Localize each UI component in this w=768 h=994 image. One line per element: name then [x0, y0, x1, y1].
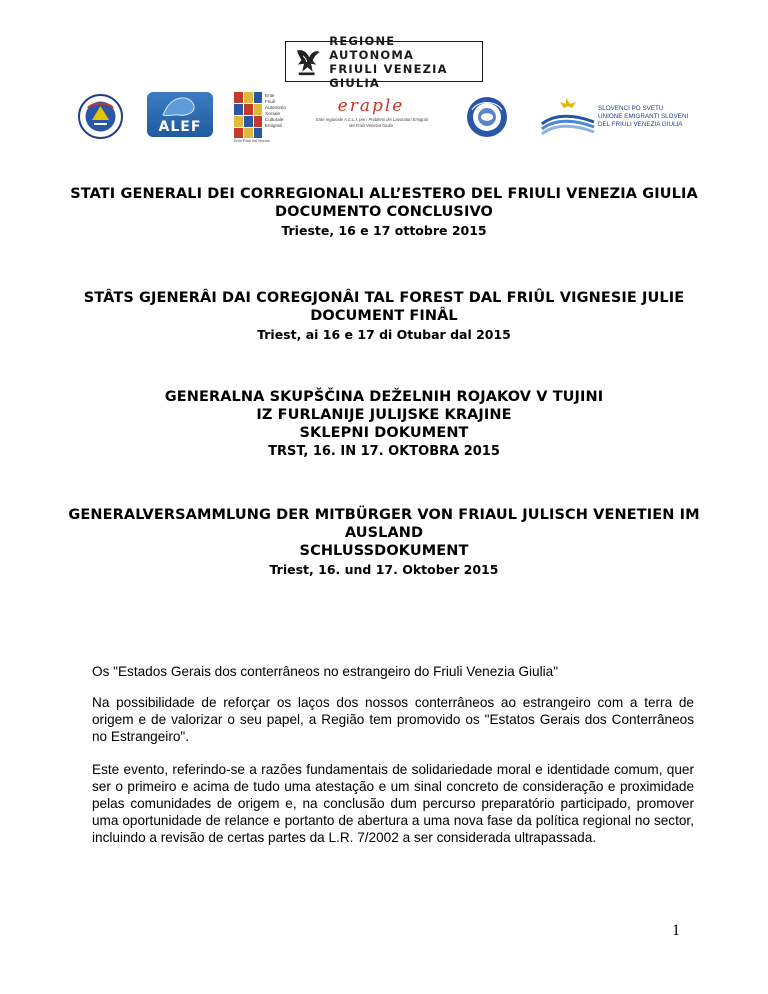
ente-word-3: Autonomo [265, 105, 286, 110]
region-name-line1: REGIONE AUTONOMA [329, 33, 415, 62]
body-paragraph [92, 761, 694, 846]
eraple-subtitle-2: del Friuli Venezia Giulia [349, 123, 393, 128]
ente-word-2: Friuli [265, 99, 275, 104]
title-block-friulian [0, 289, 768, 344]
title-line: AUSLAND [344, 525, 424, 541]
title-line: SCHLUSSDOKUMENT [299, 543, 469, 559]
title-line: IZ FURLANIJE JULIJSKE KRAJINE [256, 407, 512, 423]
title-block-italian [0, 185, 768, 240]
title-line: GENERALVERSAMMLUNG DER MITBÜRGER VON FRIAUL JULISCH VENETIEN IM [68, 507, 700, 523]
region-name-line2: FRIULI VENEZIA GIULIA [329, 61, 448, 90]
ente-caption: Ente Friuli nel Mondo [234, 139, 270, 143]
body-paragraph [92, 663, 694, 680]
title-date: Triest, 16. und 17. Oktober 2015 [269, 562, 499, 577]
alef-logo [147, 92, 213, 137]
title-date: Triest, ai 16 e 17 di Otubar dal 2015 [257, 327, 511, 342]
title-line: SKLEPNI DOKUMENT [299, 425, 469, 441]
association-circle-logo-icon [466, 96, 508, 138]
title-date: Trieste, 16 e 17 ottobre 2015 [281, 223, 487, 238]
title-line: DOCUMENTO CONCLUSIVO [275, 204, 493, 220]
paragraph-text: Este evento, referindo-se a razões fundamentais de solidariedade moral e identidade comum, quer ser o primeiro e acima de tudo uma atestação e um sinal concreto de consideração e proximidade pelas comunidades de origem e, na conclusão dum percurso preparatório participado, promover uma oportunidade de relance e portanto de abertura a uma nova fase da política regional no sector, incluindo a revisão de certas partes da L.R. 7/2002 a ser considerada ultrapassada. [92, 762, 694, 845]
map-outline-icon [159, 95, 199, 119]
page-number: 1 [672, 922, 680, 939]
eagle-emblem-icon [290, 43, 323, 80]
eraple-wordmark: eraple [337, 96, 405, 116]
slovenci-line-2: UNIONE EMIGRANTI SLOVENI [598, 113, 689, 120]
eraple-logo [316, 96, 429, 132]
title-date: TRST, 16. IN 17. OKTOBRA 2015 [268, 444, 500, 459]
slovenci-line-3: DEL FRIULI VENEZIA GIULIA [598, 121, 683, 128]
slovenci-line-1: SLOVENCI PO SVETU [598, 105, 664, 112]
body-paragraph [92, 694, 694, 745]
title-line: STÂTS GJENERÂI DAI COREGJONÂI TAL FOREST DAL FRIÛL VIGNESIE JULIE [83, 290, 685, 306]
ente-word-4: Sociale [265, 111, 281, 116]
title-block-slovenian [0, 388, 768, 461]
paragraph-text: Na possibilidade de reforçar os laços dos nossos conterrâneos ao estrangeiro com a terra de origem e de valorizar o seu papel, a Região tem promovido os "Estatos Gerais dos Conterrâneos no Estrangeiro". [92, 695, 694, 744]
region-logo [285, 33, 483, 90]
ente-word-1: Ente [265, 93, 275, 98]
friuli-circle-logo-icon [78, 94, 123, 139]
ente-word-6: Emigrati [265, 123, 282, 128]
title-line: GENERALNA SKUPŠČINA DEŽELNIH ROJAKOV V TUJINI [164, 389, 604, 405]
coats-of-arms-grid [234, 92, 262, 138]
paragraph-heading: Os "Estados Gerais dos conterrâneos no estrangeiro do Friuli Venezia Giulia" [92, 664, 559, 679]
waves-emblem-icon [540, 94, 596, 138]
title-line: STATI GENERALI DEI CORREGIONALI ALL’ESTERO DEL FRIULI VENEZIA GIULIA [70, 186, 698, 202]
ente-friuli-logo [234, 92, 296, 144]
slovenci-po-svetu-logo [540, 94, 720, 138]
ente-word-5: Culturale [265, 117, 284, 122]
title-line: DOCUMENT FINÂL [310, 308, 458, 324]
alef-label: ALEF [158, 119, 202, 135]
title-block-german [0, 506, 768, 579]
eraple-subtitle-1: Ente regionale A.C.L.I. per i Problemi dei Lavoratori Emigrati [316, 117, 429, 122]
